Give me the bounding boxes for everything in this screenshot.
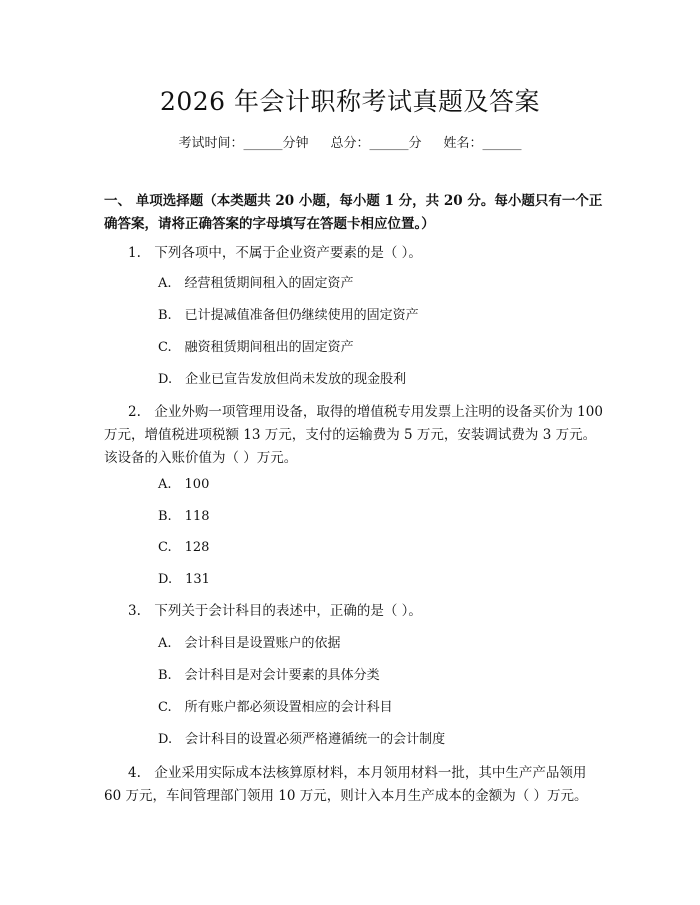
exam-time-field: 考试时间：______分钟 [178,136,309,151]
question-2-option-d: D. 131 [158,572,210,587]
question-1: 1. 下列各项中，不属于企业资产要素的是（ ）。 [128,245,422,261]
total-score-field: 总分：______分 [330,136,422,151]
section-heading: 一、 单项选择题（本类题共 20 小题，每小题 1 分，共 20 分。每小题只有一个正确答案，请将正确答案的字母填写在答题卡相应位置。） [104,193,603,232]
question-3-option-b: B. 会计科目是对会计要素的具体分类 [158,668,380,683]
exam-info-line [0,132,700,151]
question-3-option-c: C. 所有账户都必须设置相应的会计科目 [158,700,393,715]
question-2-option-c: C. 128 [158,540,210,555]
question-2-option-a: A. 100 [158,477,210,492]
question-3: 3. 下列关于会计科目的表述中，正确的是（ ）。 [128,603,422,619]
question-4: 4. 企业采用实际成本法核算原材料，本月领用材料一批，其中生产产品领用 60 万元，车间管理部门领用 10 万元，则计入本月生产成本的金额为（ ）万元。 [104,765,588,804]
candidate-name-field: 姓名：______ [443,136,522,151]
question-3-option-a: A. 会计科目是设置账户的依据 [158,636,341,651]
question-1-option-b: B. 已计提减值准备但仍继续使用的固定资产 [158,308,419,323]
document-title: 2026 年会计职称考试真题及答案 [159,87,541,116]
question-3-option-d: D. 会计科目的设置必须严格遵循统一的会计制度 [158,732,446,747]
question-2-option-b: B. 118 [158,509,210,524]
question-1-option-c: C. 融资租赁期间租出的固定资产 [158,340,354,355]
question-1-option-a: A. 经营租赁期间租入的固定资产 [158,276,354,291]
question-1-option-d: D. 企业已宣告发放但尚未发放的现金股利 [158,372,407,387]
question-2: 2. 企业外购一项管理用设备，取得的增值税专用发票上注明的设备买价为 100 万元，增值税进项税额 13 万元，支付的运输费为 5 万元，安装调试费为 3 万元。该设备的入账价值为（ ）万元。 [104,404,603,466]
